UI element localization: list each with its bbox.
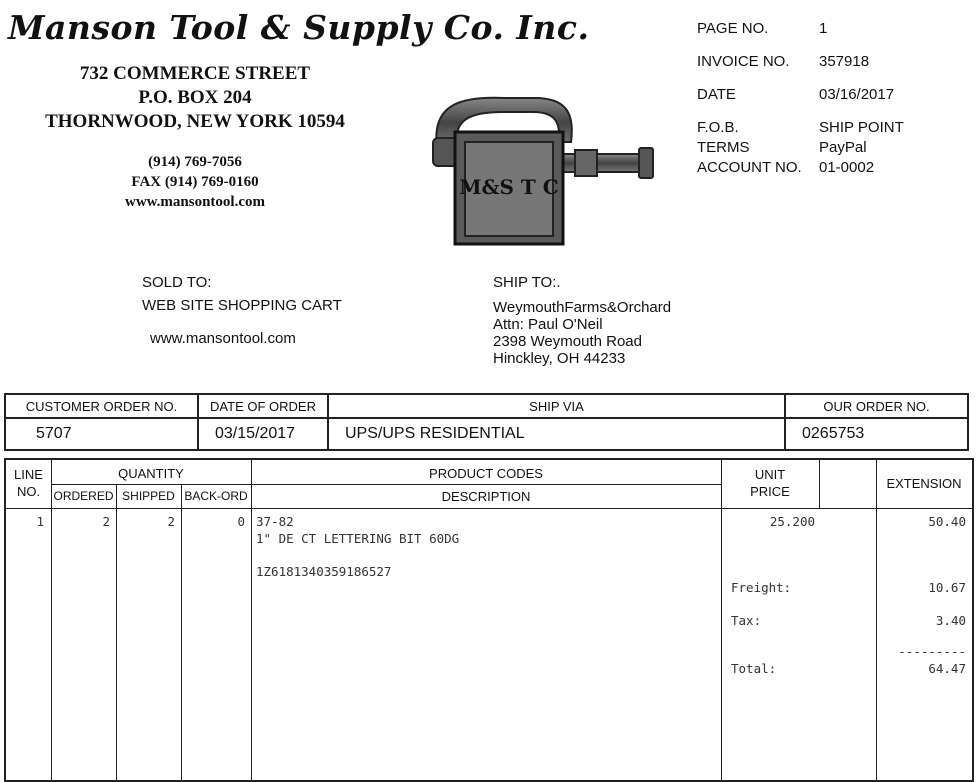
clamp-logo-icon	[425, 92, 660, 247]
sold-to-label: SOLD TO:	[142, 274, 212, 291]
item-unit-price: 25.200	[769, 514, 815, 529]
total-rule: ---------	[898, 644, 966, 659]
invoice-no-value: 357918	[819, 53, 870, 70]
item-line-no: 1	[36, 514, 44, 529]
company-web: www.mansontool.com	[124, 194, 265, 210]
unit-price-header-line2: PRICE	[750, 484, 790, 499]
company-name: Manson Tool & Supply Co. Inc.	[8, 8, 590, 47]
ship-to-label: SHIP TO:.	[493, 274, 561, 291]
fob-row	[697, 120, 904, 136]
company-address	[20, 62, 370, 134]
address-street: 732 COMMERCE STREET	[79, 63, 311, 84]
ship-to-line-3: 2398 Weymouth Road	[493, 333, 642, 350]
order-value-row	[5, 418, 968, 450]
freight-label: Freight:	[731, 580, 792, 595]
back-ord-header: BACK-ORD	[184, 489, 248, 503]
description-header: DESCRIPTION	[441, 489, 531, 504]
invoice-no-row	[697, 54, 904, 70]
account-label: ACCOUNT NO.	[697, 159, 802, 176]
page-no-label: PAGE NO.	[697, 20, 769, 37]
fob-value: SHIP POINT	[819, 119, 904, 136]
item-code: 37-82	[256, 514, 294, 529]
invoice-no-label: INVOICE NO.	[697, 53, 790, 70]
item-tracking: 1Z6181340359186527	[256, 564, 392, 579]
quantity-header: QUANTITY	[118, 466, 184, 481]
ship-via: UPS/UPS RESIDENTIAL	[328, 418, 785, 450]
order-header-row	[5, 394, 968, 418]
divider	[6, 508, 972, 509]
divider	[819, 460, 820, 508]
total-label: Total:	[731, 661, 777, 676]
customer-order-no-header: CUSTOMER ORDER NO.	[5, 394, 198, 418]
account-row	[697, 160, 904, 176]
page-no-value: 1	[819, 20, 828, 37]
shipped-header: SHIPPED	[122, 489, 175, 503]
date-row	[697, 87, 904, 103]
product-codes-header: PRODUCT CODES	[429, 466, 543, 481]
order-info-table	[4, 393, 969, 451]
date-of-order: 03/15/2017	[198, 418, 328, 450]
freight-value: 10.67	[928, 580, 966, 595]
tax-label: Tax:	[731, 613, 762, 628]
item-extension: 50.40	[928, 514, 966, 529]
date-value: 03/16/2017	[819, 86, 895, 103]
company-fax: FAX (914) 769-0160	[131, 174, 259, 190]
invoice-meta	[697, 18, 904, 176]
item-description: 1" DE CT LETTERING BIT 60DG	[256, 531, 460, 546]
logo-monogram: M&S T C	[459, 175, 559, 199]
terms-label: TERMS	[697, 139, 750, 156]
total-value: 64.47	[928, 661, 966, 676]
address-city: THORNWOOD, NEW YORK 10594	[45, 111, 345, 132]
unit-price-header	[721, 466, 819, 500]
divider	[51, 484, 251, 485]
date-of-order-header: DATE OF ORDER	[198, 394, 328, 418]
ship-via-header: SHIP VIA	[328, 394, 785, 418]
extension-header: EXTENSION	[886, 476, 962, 491]
line-no-header	[6, 466, 51, 500]
ship-to-line-4: Hinckley, OH 44233	[493, 350, 626, 367]
our-order-no-header: OUR ORDER NO.	[785, 394, 968, 418]
date-label: DATE	[697, 86, 736, 103]
unit-price-header-line1: UNIT	[754, 467, 786, 482]
tax-value: 3.40	[935, 613, 966, 628]
item-ordered: 2	[102, 514, 110, 529]
ship-to	[493, 274, 671, 367]
sold-to-web: www.mansontool.com	[150, 330, 296, 347]
sold-to	[142, 274, 342, 347]
item-back-ord: 0	[237, 514, 245, 529]
ship-to-line-1: WeymouthFarms&Orchard	[493, 299, 672, 316]
account-value: 01-0002	[819, 159, 875, 176]
company-contact	[70, 152, 320, 212]
ordered-header: ORDERED	[53, 489, 114, 503]
customer-order-no: 5707	[5, 418, 198, 450]
divider	[251, 484, 721, 485]
company-phone: (914) 769-7056	[148, 154, 242, 170]
ship-to-line-2: Attn: Paul O'Neil	[493, 316, 603, 333]
our-order-no: 0265753	[785, 418, 968, 450]
fob-label: F.O.B.	[697, 119, 739, 136]
sold-to-name: WEB SITE SHOPPING CART	[142, 297, 342, 314]
line-no-header-line1: LINE	[14, 467, 43, 482]
line-no-header-line2: NO.	[16, 484, 41, 499]
terms-row	[697, 140, 904, 156]
address-po-box: P.O. BOX 204	[138, 87, 252, 108]
item-shipped: 2	[167, 514, 175, 529]
page-no-row	[697, 21, 904, 37]
line-items-table	[4, 458, 974, 782]
terms-value: PayPal	[819, 139, 867, 156]
